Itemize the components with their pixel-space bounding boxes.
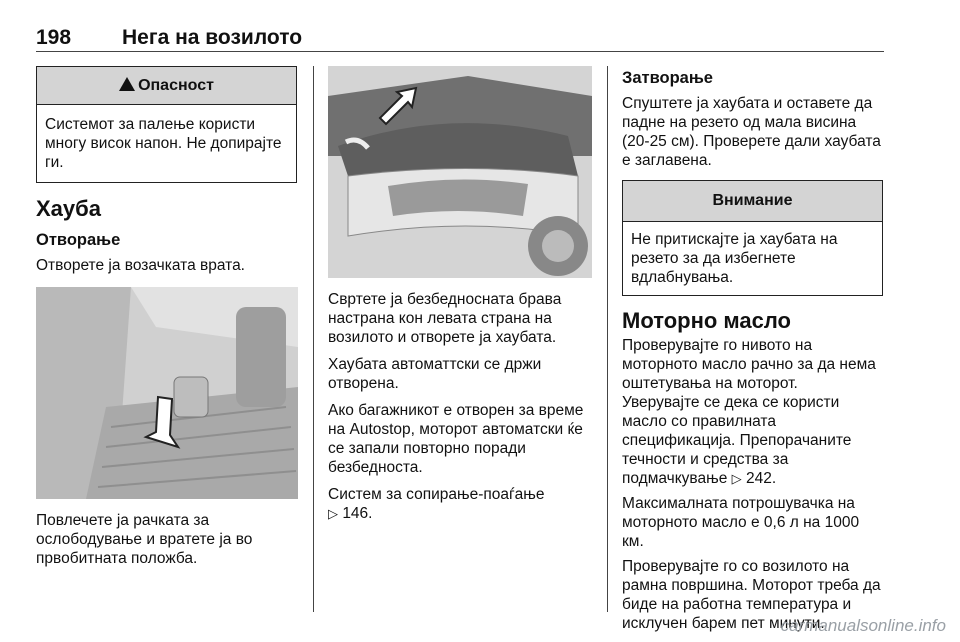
warning-title: Опасност bbox=[138, 77, 214, 94]
subsection-title-closing: Затворање bbox=[622, 69, 713, 87]
column-divider-2 bbox=[607, 66, 608, 612]
section-title-hood: Хауба bbox=[36, 196, 101, 221]
notice-title: Внимание bbox=[623, 181, 882, 222]
notice-box bbox=[622, 180, 883, 296]
para-oil-consumption: Максималната потрошувачка на моторното масло е 0,6 л на 1000 км. bbox=[622, 495, 860, 550]
para-check-oil-level: Проверувајте го нивото на моторното масло рачно за да нема оштетувања на моторот. bbox=[622, 337, 876, 392]
column-3 bbox=[622, 66, 884, 633]
subsection-title-opening: Отворање bbox=[36, 231, 121, 249]
step-open-door: Отворете ја возачката врата. bbox=[36, 257, 245, 274]
oil-spec-text: Уверувајте се дека се користи масло со правилната спецификација. Препорачаните течности и средства за подмачкување bbox=[622, 394, 852, 487]
car-front-illustration bbox=[328, 66, 592, 278]
para-stop-start bbox=[328, 485, 592, 523]
page-number: 198 bbox=[36, 26, 72, 49]
interior-release-lever-image bbox=[36, 287, 298, 499]
para-oil-specification bbox=[622, 393, 884, 488]
chapter-title: Нега на возилото bbox=[122, 26, 303, 49]
hood-safety-catch-image bbox=[328, 66, 592, 278]
page-reference-link[interactable]: 146. bbox=[342, 505, 373, 522]
column-divider-1 bbox=[313, 66, 314, 612]
column-2 bbox=[328, 66, 592, 523]
interior-illustration bbox=[36, 287, 298, 499]
warning-header bbox=[37, 67, 296, 105]
para-check-level-surface: Проверувајте го со возилото на рамна површина. Моторот треба да биде на работна температура и исклучен барем пет минути. bbox=[622, 558, 881, 632]
step-pull-release-lever: Повлечете ја рачката за ослободување и вратете ја во првобитната положба. bbox=[36, 512, 253, 567]
section-title-engine-oil: Моторно масло bbox=[622, 308, 791, 333]
watermark: carmanualsonline.info bbox=[780, 616, 946, 635]
stop-start-label: Систем за сопирање-поаѓање bbox=[328, 486, 545, 503]
warning-triangle-icon bbox=[119, 77, 135, 91]
column-1 bbox=[36, 66, 298, 568]
page-reference-link[interactable]: 242. bbox=[745, 470, 777, 487]
cross-reference-icon: ▷ bbox=[328, 506, 338, 521]
page-header bbox=[36, 20, 884, 52]
para-hood-held-open: Хаубата автоматтски се држи отворена. bbox=[328, 356, 542, 392]
para-turn-safety-catch: Свртете ја безбедносната брава настрана кон левата страна на возилото и отворете ја хаубата. bbox=[328, 291, 562, 346]
para-lower-hood: Спуштете ја хаубата и оставете да падне на резето од мала висина (20-25 см). Проверете дали хаубата е заглавена. bbox=[622, 95, 881, 169]
warning-box bbox=[36, 66, 297, 183]
cross-reference-icon: ▷ bbox=[731, 471, 742, 486]
notice-text: Не притискајте ја хаубата на резето за да избегнете вдлабнувања. bbox=[631, 231, 838, 286]
warning-text: Системот за палење користи многу висок напон. Не допирајте ги. bbox=[45, 116, 282, 171]
para-autostop: Ако багажникот е отворен за време на Autostop, моторот автоматски ќе се запали повторно поради безбедноста. bbox=[328, 402, 584, 476]
header-rule bbox=[36, 51, 884, 52]
